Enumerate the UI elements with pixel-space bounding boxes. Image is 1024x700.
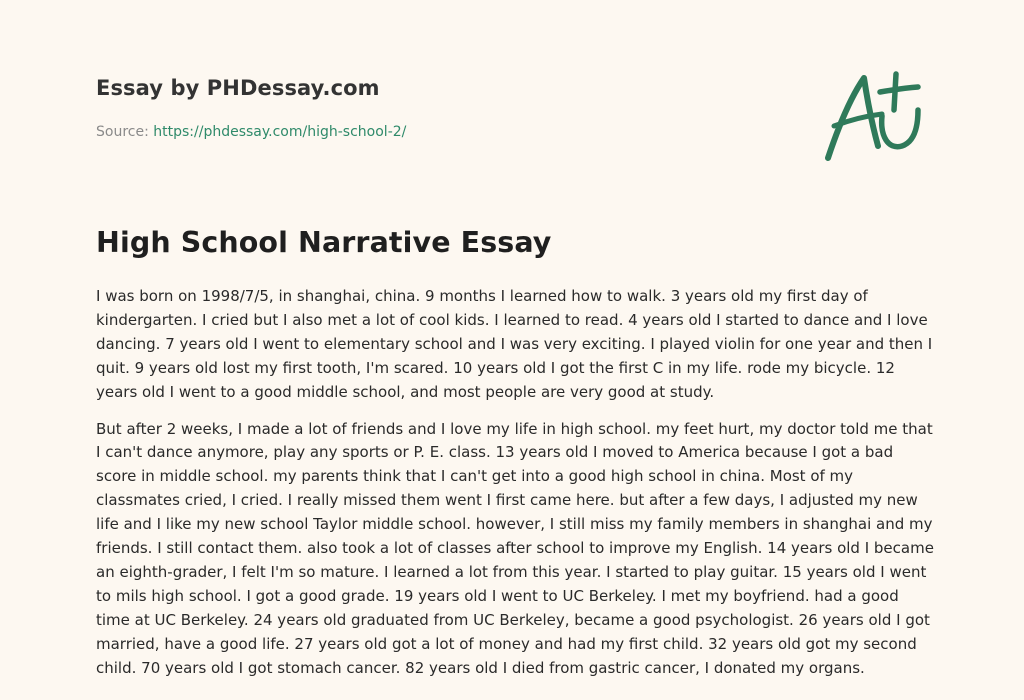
a-plus-logo-icon xyxy=(820,66,932,166)
logo-u-stroke xyxy=(882,110,918,147)
source-line xyxy=(96,124,406,140)
logo-plus-horizontal xyxy=(880,87,918,92)
essay-body xyxy=(96,285,936,694)
source-link[interactable]: https://phdessay.com/high-school-2/ xyxy=(153,124,407,140)
site-brand: Essay by PHDessay.com xyxy=(96,76,380,100)
essay-paragraph: I was born on 1998/7/5, in shanghai, china. 9 months I learned how to walk. 3 years old my first day of kindergarten. I cried but I also met a lot of cool kids. I learned to read. 4 years old I started to dance and I love dancing. 7 years old I went to elementary school and I was very exciting. I played violin for one year and then I quit. 9 years old lost my first tooth, I'm scared. 10 years old I got the first C in my life. rode my bicycle. 12 years old I went to a good middle school, and most people are very good at study. xyxy=(96,287,933,401)
essay-title: High School Narrative Essay xyxy=(96,226,552,259)
essay-paragraph: But after 2 weeks, I made a lot of friends and I love my life in high school. my feet hurt, my doctor told me that I can't dance anymore, play any sports or P. E. class. 13 years old I moved to America because I got a bad score in middle school. my parents think that I can't get into a good high school in china. Most of my classmates cried, I cried. I really missed them went I first came here. but after a few days, I adjusted my new life and I like my new school Taylor middle school. however, I still miss my family members in shanghai and my friends. I still contact them. also took a lot of classes after school to improve my English. 14 years old I became an eighth-grader, I felt I'm so mature. I learned a lot from this year. I started to play guitar. 15 years old I went to mils high school. I got a good grade. 19 years old I went to UC Berkeley. I met my boyfriend. had a good time at UC Berkeley. 24 years old graduated from UC Berkeley, became a good psychologist. 26 years old I got married, have a good life. 27 years old got a lot of money and had my first child. 32 years old got my second child. 70 years old I got stomach cancer. 82 years old I died from gastric cancer, I donated my organs. xyxy=(96,419,934,677)
source-label: Source: xyxy=(96,124,154,140)
